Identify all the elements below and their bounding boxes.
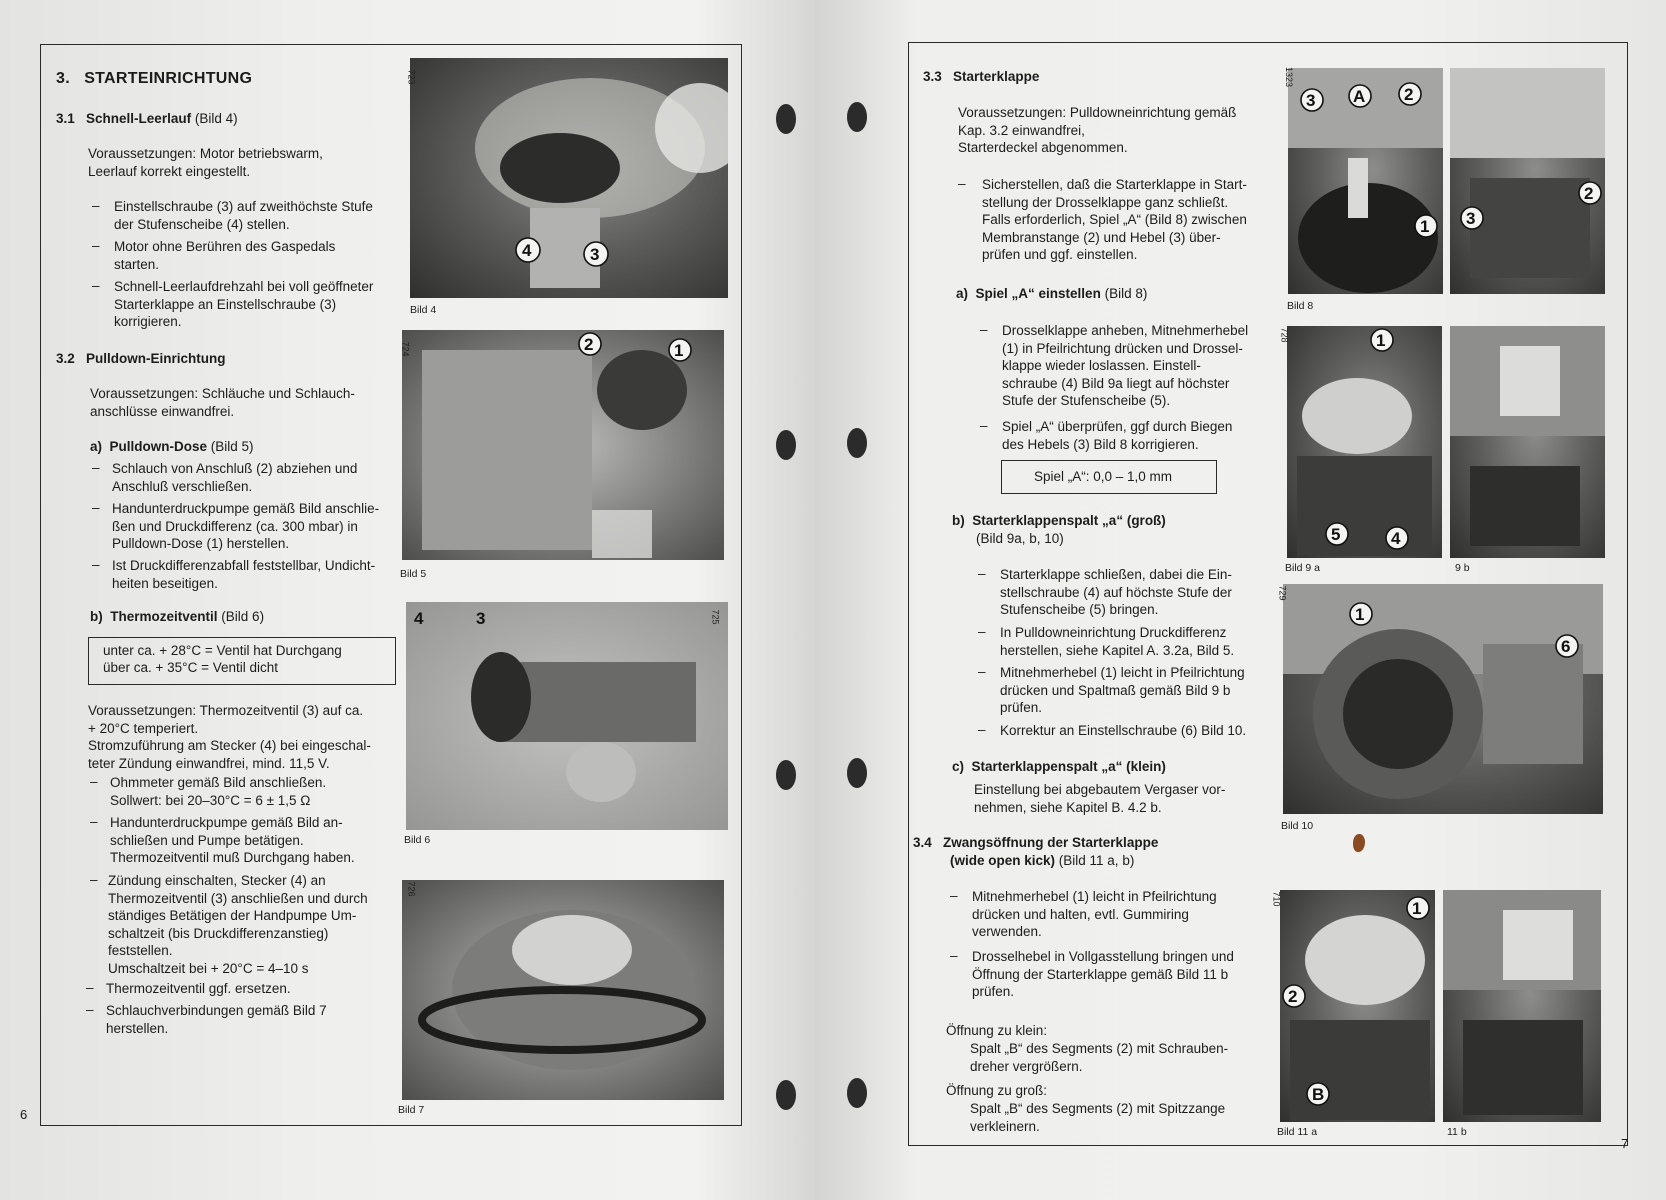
photo-bild-11b (1443, 890, 1601, 1122)
callout-2: 2 (584, 335, 594, 354)
section-3-3b-heading: b) Starterklappenspalt „a“ (groß) (952, 513, 1166, 528)
section-3-2a-step: Handunterdruckpumpe gemäß Bild anschlie- ßen und Druckdifferenz (ca. 300 mbar) in Pulldown-Dose (1) herstellen. (112, 501, 380, 551)
caption-bild-8: Bild 8 (1287, 300, 1314, 312)
section-3-4-subheading: (wide open kick) (Bild 11 a, b) (950, 853, 1135, 868)
section-3-2b-step: Thermozeitventil ggf. ersetzen. (106, 981, 291, 996)
section-3-3c-text: Einstellung bei abgebautem Vergaser vor- nehmen, siehe Kapitel B. 4.2 b. (974, 782, 1226, 815)
caption-bild-5: Bild 5 (400, 568, 427, 580)
section-3-3b-step: Korrektur an Einstellschraube (6) Bild 10. (1000, 723, 1247, 738)
section-3-4-step: Mitnehmerhebel (1) leicht in Pfeilrichtung drücken und halten, evtl. Gummiring verwenden. (972, 889, 1217, 939)
section-3-3b-step: In Pulldowneinrichtung Druckdifferenz herstellen, siehe Kapitel A. 3.2a, Bild 5. (1000, 625, 1235, 658)
section-3-1-step: Motor ohne Berühren des Gaspedals starten. (114, 239, 336, 272)
callout-3: 3 (1466, 209, 1476, 228)
caption-bild-9a: Bild 9 a (1285, 562, 1321, 574)
section-3-3-heading: 3.3 Starterklappe (923, 69, 1040, 84)
callout-1: 1 (1420, 217, 1430, 236)
section-3-1-prerequisites: Voraussetzungen: Motor betriebswarm, Leerlauf korrekt eingestellt. (88, 146, 323, 179)
section-3-3b-ref: (Bild 9a, b, 10) (976, 531, 1064, 546)
caption-bild-6: Bild 6 (404, 834, 431, 846)
callout-3: 3 (1306, 91, 1316, 110)
section-3-2a-heading: a) Pulldown-Dose (Bild 5) (90, 439, 254, 454)
callout-b: B (1312, 1085, 1325, 1104)
thermovalve-spec-box: unter ca. + 28°C = Ventil hat Durchgang über ca. + 35°C = Ventil dicht (88, 637, 396, 685)
photo-bild-6 (406, 602, 728, 830)
photo-bild-7 (402, 880, 724, 1100)
section-3-3b-step: Mitnehmerhebel (1) leicht in Pfeilrichtung drücken und Spaltmaß gemäß Bild 9 b prüfen. (1000, 665, 1245, 715)
photo-bild-8-left (1288, 68, 1443, 294)
callout-1: 1 (1412, 899, 1422, 918)
callout-3: 3 (590, 245, 600, 264)
callout-1: 1 (674, 341, 684, 360)
photo-bild-5 (402, 330, 724, 560)
caption-bild-7: Bild 7 (398, 1104, 425, 1116)
callout-4: 4 (522, 241, 532, 260)
opening-too-small-text: Spalt „B“ des Segments (2) mit Schrauben- dreher vergrößern. (970, 1041, 1229, 1074)
opening-too-small-label: Öffnung zu klein: (946, 1023, 1048, 1038)
section-3-2-heading: 3.2 Pulldown-Einrichtung (56, 351, 226, 366)
callout-2: 2 (1584, 184, 1594, 203)
section-3-2b-step: Handunterdruckpumpe gemäß Bild an- schließen und Pumpe betätigen. Thermozeitventil muß Durchgang haben. (110, 815, 355, 865)
section-3-3a-heading: a) Spiel „A“ einstellen (Bild 8) (956, 286, 1148, 301)
section-3-3c-heading: c) Starterklappenspalt „a“ (klein) (952, 759, 1166, 774)
opening-too-large-label: Öffnung zu groß: (946, 1083, 1048, 1098)
caption-bild-9b: 9 b (1455, 562, 1470, 574)
section-3-3b-step: Starterklappe schließen, dabei die Ein- stellschraube (4) auf höchste Stufe der Stufenscheibe (5) bringen. (1000, 567, 1232, 617)
callout-1: 1 (1376, 331, 1386, 350)
section-3-1-heading: 3.1 Schnell-Leerlauf (Bild 4) (56, 111, 238, 126)
photo-bild-11a (1280, 890, 1435, 1122)
callout-4: 4 (1391, 529, 1401, 548)
section-3-4-heading: 3.4 Zwangsöffnung der Starterklappe (913, 835, 1159, 850)
callout-5: 5 (1331, 525, 1341, 544)
photo-bild-4 (410, 58, 728, 298)
section-3-3a-step: Drosselklappe anheben, Mitnehmerhebel (1) in Pfeilrichtung drücken und Drossel- klappe wieder loslassen. Einstell- schraube (4) Bild 9a liegt auf höchster Stufe der Stufenscheibe (5). (1002, 323, 1249, 408)
section-3-2b-prerequisites: Voraussetzungen: Thermozeitventil (3) auf ca. + 20°C temperiert. Stromzuführung am Stecker (4) bei eingeschal- teter Zündung einwandfrei, mind. 11,5 V. (88, 703, 371, 771)
caption-bild-4: Bild 4 (410, 304, 437, 316)
section-3-2-prerequisites: Voraussetzungen: Schläuche und Schlauch- anschlüsse einwandfrei. (90, 386, 355, 419)
section-3-2a-step: Ist Druckdifferenzabfall feststellbar, Undicht- heiten beseitigen. (112, 558, 376, 591)
left-page: 3. STARTEINRICHTUNG 3.1 Schnell-Leerlauf (Bild 4) Voraussetzungen: Motor betriebswarm, Leerlauf korrekt eingestellt. – Einstellschraube (3) auf zweithöchste Stufe der Stufenscheibe (4) stellen. – Motor ohne Berühren des Gaspedals starten. – Schnell-Leerlaufdrehzahl bei voll geöffneter Starterklappe an Einstellschraube (3) korrigieren. 3.2 Pulldown-Einrichtung Voraussetzungen: Schläuche und Schlauch- anschlüsse einwandfrei. a) Pulldown-Dose (Bild 5) – Schlauch von Anschluß (2) abziehen und Anschluß verschließen. – Handunterdruckpumpe gemäß Bild anschlie- ßen und Druckdifferenz (ca. 300 mbar) in Pulldown-Dose (1) herstellen. – Ist Druckdifferenzabfall feststellbar, Undicht- heiten beseitigen. b) Thermozeitventil (Bild 6) unter ca. + 28°C = Ventil hat Durchgang über ca. + 35°C = Ventil dicht Voraussetzungen: Thermozeitventil (3) auf ca. + 20°C temperiert. Stromzuführung am Stecker (4) bei eingeschal- teter Zündung einwandfrei, mind. 11,5 V. – Ohmmeter gemäß Bild anschließen. Sollwert: bei 20–30°C = 6 ± 1,5 Ω – Handunterdruckpumpe gemäß Bild an- schließen und Pumpe betätigen. Thermozeitventil muß Durchgang haben. – Zündung einschalten, Stecker (4) an Thermozeitventil (3) anschließen und durch ständiges Betätigen der Handpumpe Um- schaltzeit (bis Druckdifferenzanstieg) feststellen. Umschaltzeit bei + 20°C = 4–10 s – Thermozeitventil ggf. ersetzen. – Schlauchverbindungen gemäß Bild 7 herstellen. 6 4 3 723 Bild 4 2 1 724 Bild 5 4 3 725 Bild 6 726 Bild 7 (0, 0, 815, 1200)
caption-bild-10: Bild 10 (1281, 820, 1314, 832)
callout-6: 6 (1561, 637, 1571, 656)
section-3-3-prerequisites: Voraussetzungen: Pulldowneinrichtung gemäß Kap. 3.2 einwandfrei, Starterdeckel abgenommen. (958, 105, 1237, 155)
callout-1: 1 (1355, 605, 1365, 624)
section-3-3a-step: Spiel „A“ überprüfen, ggf durch Biegen des Hebels (3) Bild 8 korrigieren. (1002, 419, 1233, 452)
callout-a: A (1353, 87, 1366, 106)
opening-too-large-text: Spalt „B“ des Segments (2) mit Spitzzange verkleinern. (970, 1101, 1226, 1134)
chapter-heading: 3. STARTEINRICHTUNG (56, 70, 253, 87)
caption-bild-11b: 11 b (1447, 1126, 1467, 1138)
callout-2: 2 (1288, 987, 1298, 1006)
section-3-1-step: Einstellschraube (3) auf zweithöchste Stufe der Stufenscheibe (4) stellen. (114, 199, 373, 232)
photo-bild-8-right (1450, 68, 1605, 294)
callout-2: 2 (1404, 85, 1414, 104)
caption-bild-11a: Bild 11 a (1277, 1126, 1318, 1138)
right-page: 3.3 Starterklappe Voraussetzungen: Pulldowneinrichtung gemäß Kap. 3.2 einwandfrei, Starterdeckel abgenommen. – Sicherstellen, daß die Starterklappe in Start- stellung der Drosselklappe ganz schließt. Falls erforderlich, Spiel „A“ (Bild 8) zwischen Membranstange (2) und Hebel (3) über- prüfen und ggf. einstellen. a) Spiel „A“ einstellen (Bild 8) – Drosselklappe anheben, Mitnehmerhebel (1) in Pfeilrichtung drücken und Drossel- klappe wieder loslassen. Einstell- schraube (4) Bild 9a liegt auf höchster Stufe der Stufenscheibe (5). – Spiel „A“ überprüfen, ggf durch Biegen des Hebels (3) Bild 8 korrigieren. Spiel „A“: 0,0 – 1,0 mm b) Starterklappenspalt „a“ (groß) (Bild 9a, b, 10) – Starterklappe schließen, dabei die Ein- stellschraube (4) auf höchste Stufe der Stufenscheibe (5) bringen. – In Pulldowneinrichtung Druckdifferenz herstellen, siehe Kapitel A. 3.2a, Bild 5. – Mitnehmerhebel (1) leicht in Pfeilrichtung drücken und Spaltmaß gemäß Bild 9 b prüfen. – Korrektur an Einstellschraube (6) Bild 10. c) Starterklappenspalt „a“ (klein) Einstellung bei abgebautem Vergaser vor- nehmen, siehe Kapitel B. 4.2 b. 3.4 Zwangsöffnung der Starterklappe (wide open kick) (Bild 11 a, b) – Mitnehmerhebel (1) leicht in Pfeilrichtung drücken und halten, evtl. Gummiring verwenden. – Drosselhebel in Vollgasstellung bringen und Öffnung der Starterklappe gemäß Bild 11 b prüfen. Öffnung zu klein: Spalt „B“ des Segments (2) mit Schrauben- dreher vergrößern. Öffnung zu groß: Spalt „B“ des Segments (2) mit Spitzzange verkleinern. 7 3 A 2 1 2 3 1323 Bild 8 1 5 4 728 Bild 9 a 9 b 1 6 729 Bild 10 1 2 B 710 Bild 11 a 11 b (815, 0, 1666, 1200)
photo-bild-10 (1283, 584, 1603, 814)
section-3-4-step: Drosselhebel in Vollgasstellung bringen und Öffnung der Starterklappe gemäß Bild 11 b prüfen. (972, 949, 1234, 999)
section-3-2b-step: Schlauchverbindungen gemäß Bild 7 herstellen. (106, 1003, 327, 1036)
section-3-2b-step: Zündung einschalten, Stecker (4) an Thermozeitventil (3) anschließen und durch ständiges Betätigen der Handpumpe Um- schaltzeit (bis Druckdifferenzanstieg) feststellen. Umschaltzeit bei + 20°C = 4–10 s (108, 873, 368, 976)
section-3-2b-heading: b) Thermozeitventil (Bild 6) (90, 609, 265, 624)
section-3-3-step: Sicherstellen, daß die Starterklappe in Start- stellung der Drosselklappe ganz schließt. Falls erforderlich, Spiel „A“ (Bild 8) zwischen Membranstange (2) und Hebel (3) über- prüfen und ggf. einstellen. (982, 177, 1247, 262)
spiel-a-spec-box: Spiel „A“: 0,0 – 1,0 mm (1001, 460, 1217, 494)
page-number-right: 7 (1621, 1136, 1629, 1151)
page-number-left: 6 (20, 1107, 28, 1122)
section-3-1-step: Schnell-Leerlaufdrehzahl bei voll geöffneter Starterklappe an Einstellschraube (3) korrigieren. (114, 279, 374, 329)
photo-bild-9b (1450, 326, 1605, 558)
section-3-2a-step: Schlauch von Anschluß (2) abziehen und Anschluß verschließen. (112, 461, 358, 494)
photo-bild-9a (1287, 326, 1442, 558)
section-3-2b-step: Ohmmeter gemäß Bild anschließen. Sollwert: bei 20–30°C = 6 ± 1,5 Ω (110, 775, 327, 808)
callout-4: 4 (414, 609, 424, 628)
callout-3: 3 (476, 609, 486, 628)
